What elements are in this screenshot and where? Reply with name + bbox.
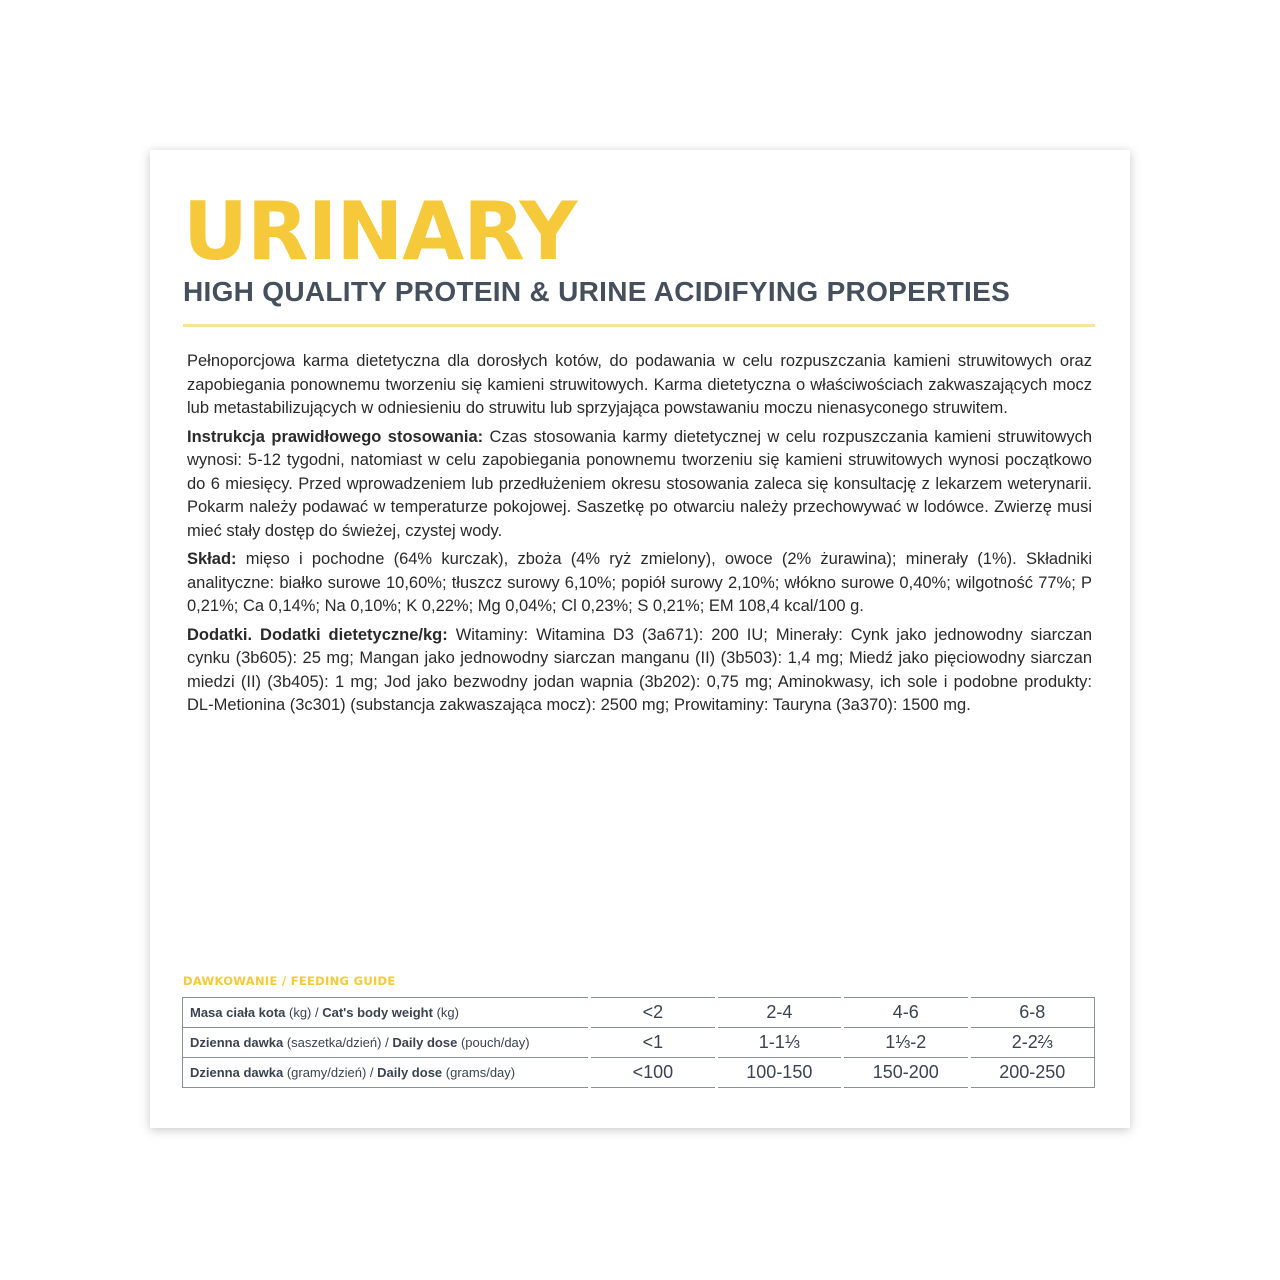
row-header [183, 1028, 590, 1058]
table-cell: 200-250 [969, 1058, 1094, 1088]
row-label-pl: Dzienna dawka [190, 1065, 284, 1080]
row-unit-en: (pouch/day) [457, 1035, 530, 1050]
additives-paragraph [187, 624, 1092, 718]
row-unit-en: (grams/day) [442, 1065, 516, 1080]
table-cell: 4-6 [843, 998, 969, 1028]
table-row [183, 1028, 1095, 1058]
table-row [183, 1058, 1095, 1088]
row-unit-pl: (kg) / [285, 1005, 323, 1020]
instructions-paragraph [187, 426, 1092, 544]
row-unit-en: (kg) [432, 1005, 459, 1020]
product-subtitle: HIGH QUALITY PROTEIN & URINE ACIDIFYING PROPERTIES [183, 276, 1011, 307]
table-cell: 1⅓-2 [843, 1028, 969, 1058]
row-unit-pl: (saszetka/dzień) / [283, 1035, 393, 1050]
feeding-guide-table [182, 997, 1095, 1088]
table-cell: 6-8 [969, 998, 1094, 1028]
table-row [183, 998, 1095, 1028]
product-title: URINARY [183, 185, 577, 278]
row-label-en: Daily dose [377, 1065, 443, 1080]
row-label-en: Daily dose [392, 1035, 458, 1050]
instructions-label: Instrukcja prawidłowego stosowania: [187, 427, 484, 446]
feeding-guide-label: DAWKOWANIE / FEEDING GUIDE [183, 974, 396, 988]
intro-text: Pełnoporcjowa karma dietetyczna dla dorosłych kotów, do podawania w celu rozpuszczania kamieni struwitowych oraz zapobiegania ponownemu tworzeniu się kamieni struwitowych. Karma dietetyczna o właściwościach zakwaszających mocz lub metastabilizujących w odniesieniu do struwitu lub sprzyjająca powstawaniu moczu nienasyconego struwitem. [187, 352, 1092, 417]
table-cell: 2-4 [716, 998, 842, 1028]
header-divider [183, 324, 1095, 327]
additives-label: Dodatki. Dodatki dietetyczne/kg: [187, 625, 448, 644]
table-cell: <1 [590, 1028, 716, 1058]
composition-paragraph [187, 548, 1092, 619]
instructions-text: Czas stosowania karmy dietetycznej w celu rozpuszczania kamieni struwitowych wynosi: 5-12 tygodni, natomiast w celu zapobiegania ponownemu tworzeniu się kamieni struwitowych wynosi początkowo do 6 miesięcy. Przed wprowadzeniem lub przedłużeniem okresu stosowania zaleca się konsultację z lekarzem weterynarii. Pokarm należy podawać w temperaturze pokojowej. Saszetkę po otwarciu należy przechowywać w lodówce. Zwierzę musi mieć stały dostęp do świeżej, czystej wody. [187, 427, 1092, 540]
table-cell: 1-1⅓ [716, 1028, 842, 1058]
table-cell: 150-200 [843, 1058, 969, 1088]
row-unit-pl: (gramy/dzień) / [283, 1065, 378, 1080]
row-header [183, 998, 590, 1028]
table-cell: 2-2⅔ [969, 1028, 1094, 1058]
row-label-en: Cat's body weight [322, 1005, 433, 1020]
table-cell: 100-150 [716, 1058, 842, 1088]
product-description [187, 350, 1092, 723]
table-cell: <2 [590, 998, 716, 1028]
table-cell: <100 [590, 1058, 716, 1088]
row-label-pl: Masa ciała kota [190, 1005, 286, 1020]
composition-label: Skład: [187, 550, 237, 568]
product-info-card [150, 150, 1130, 1128]
additives-text: Witaminy: Witamina D3 (3a671): 200 IU; Minerały: Cynk jako jednowodny siarczan cynku (3b605): 25 mg; Mangan jako jednowodny siarczan manganu (II) (3b503): 1,4 mg; Miedź jako pięciowodny siarczan miedzi (II) (3b405): 1 mg; Jod jako bezwodny jodan wapnia (3b202): 0,75 mg; Aminokwasy, ich sole i podobne produkty: DL-Metionina (3c301) (substancja zakwaszająca mocz): 2500 mg; Prowitaminy: Tauryna (3a370): 1500 mg. [187, 625, 1093, 714]
row-label-pl: Dzienna dawka [190, 1035, 284, 1050]
intro-paragraph [187, 350, 1092, 421]
composition-text: mięso i pochodne (64% kurczak), zboża (4% ryż zmielony), owoce (2% żurawina); minerały (1%). Składniki analityczne: białko surowe 10,60%; tłuszcz surowy 6,10%; popiół surowy 2,10%; włókno surowe 0,40%; wilgotność 77%; P 0,21%; Ca 0,14%; Na 0,10%; K 0,22%; Mg 0,04%; Cl 0,23%; S 0,21%; EM 108,4 kcal/100 g. [187, 550, 1092, 615]
row-header [183, 1058, 590, 1088]
